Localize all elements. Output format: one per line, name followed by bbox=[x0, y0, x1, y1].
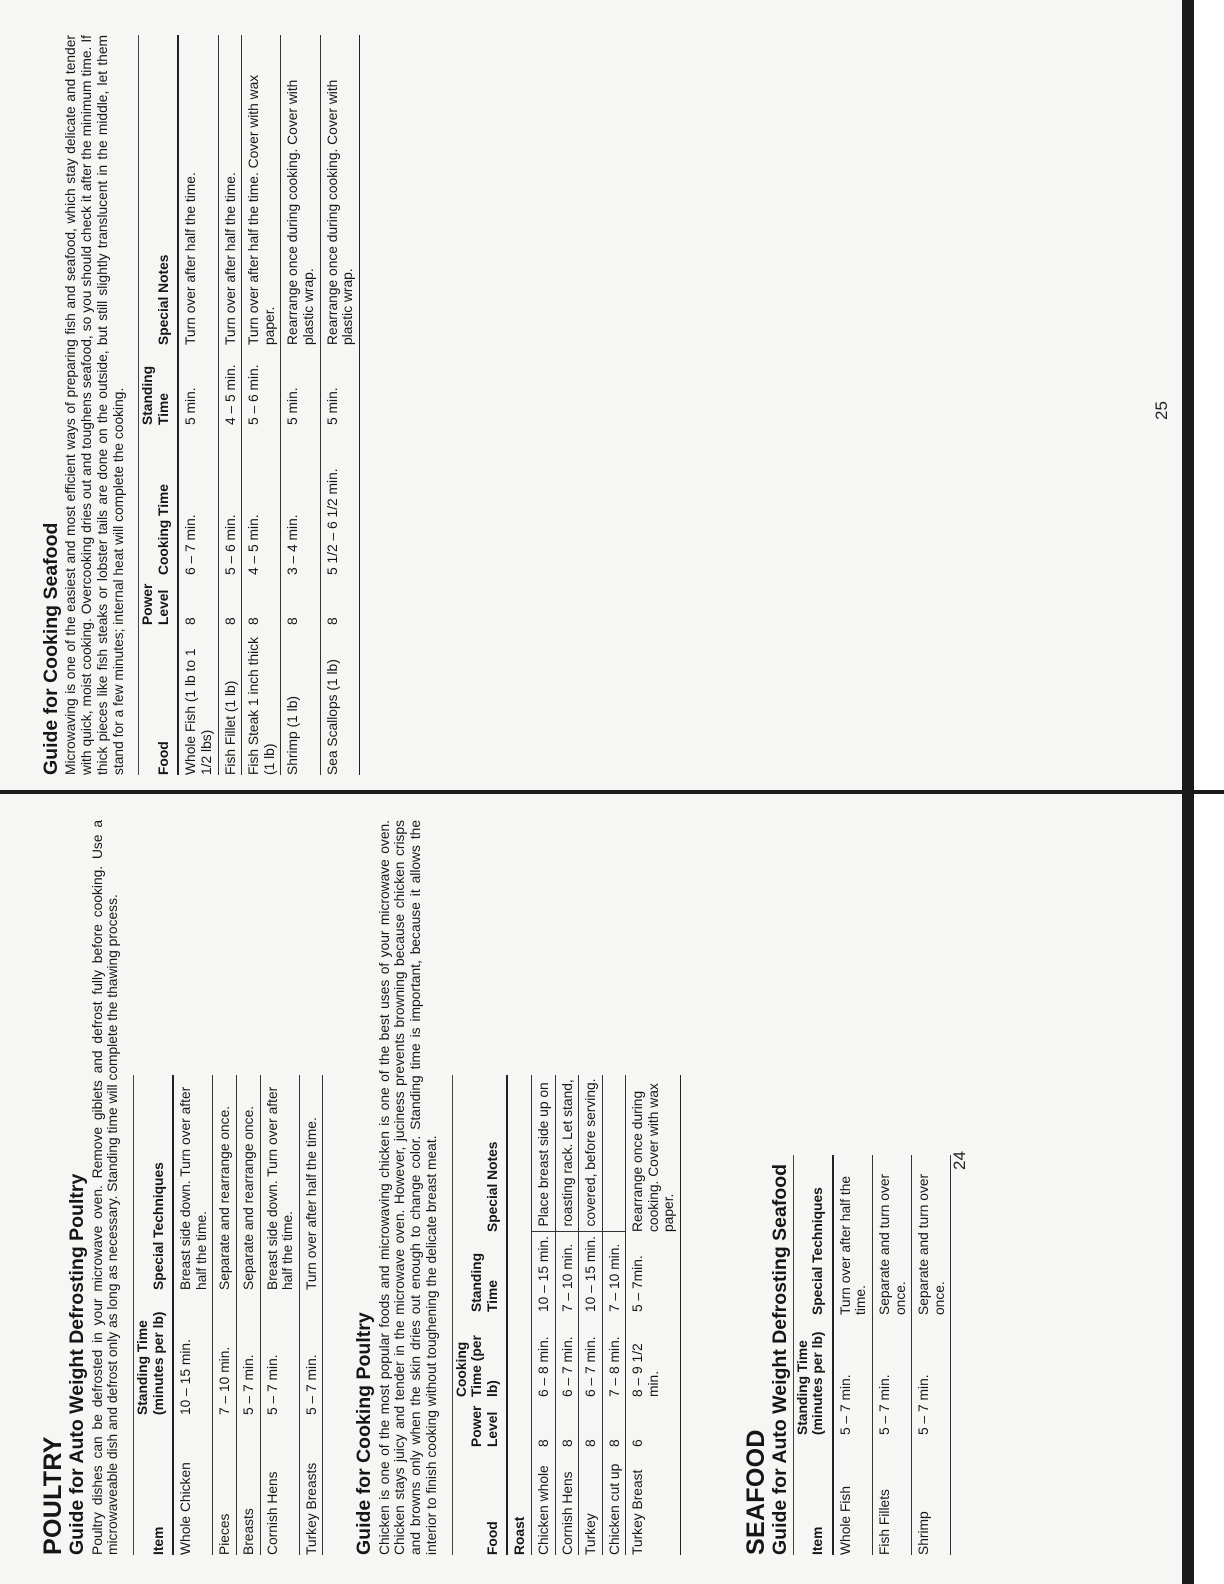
item-cell: Breasts bbox=[237, 1415, 261, 1555]
seafood-section-title: SEAFOOD bbox=[741, 1429, 770, 1555]
standing-time-cell: 4 – 5 min. bbox=[218, 345, 242, 425]
column-header: Cooking Time bbox=[139, 425, 179, 575]
column-header: Power Level bbox=[452, 1397, 507, 1447]
notes-cell: Turn over after half the time. bbox=[178, 35, 218, 345]
cook-seafood-title: Guide for Cooking Seafood bbox=[40, 522, 62, 775]
standing-time-cell: 10 – 15 min. bbox=[579, 1232, 603, 1312]
item-cell: Turkey Breasts bbox=[299, 1415, 323, 1555]
page-25 bbox=[40, 35, 530, 775]
table-row bbox=[237, 1075, 261, 1555]
cooking-time-cell: 4 – 5 min. bbox=[242, 425, 281, 575]
food-cell: Shrimp (1 lb) bbox=[281, 625, 320, 775]
column-header: Standing Time (minutes per lb) bbox=[793, 1315, 833, 1435]
table-subheader-row bbox=[507, 1075, 531, 1555]
notes-cell: roasting rack. Let stand, bbox=[555, 1075, 579, 1232]
food-cell: Chicken cut up bbox=[602, 1447, 626, 1555]
cooking-time-cell: 6 – 8 min. bbox=[531, 1312, 555, 1397]
column-header: Standing Time (minutes per lb) bbox=[134, 1290, 174, 1415]
power-level-cell: 8 bbox=[579, 1397, 603, 1447]
cooking-time-cell: 7 – 8 min. bbox=[602, 1312, 626, 1397]
notes-cell: Rearrange once during cooking. Cover with wax paper. bbox=[626, 1075, 681, 1232]
item-cell: Pieces bbox=[213, 1415, 237, 1555]
power-level-cell: 8 bbox=[531, 1397, 555, 1447]
column-header: Power Level bbox=[139, 575, 179, 625]
table-row bbox=[299, 1075, 323, 1555]
column-header: Special Notes bbox=[139, 35, 179, 345]
food-cell: Sea Scallops (1 lb) bbox=[320, 625, 359, 775]
cooking-time-cell: 6 – 7 min. bbox=[178, 425, 218, 575]
technique-cell: Turn over after half the time. bbox=[833, 1155, 873, 1315]
standing-time-cell: 5 min. bbox=[178, 345, 218, 425]
standing-time-cell: 5 – 7 min. bbox=[299, 1290, 323, 1415]
standing-time-cell: 5 min. bbox=[320, 345, 359, 425]
technique-cell: Separate and rearrange once. bbox=[237, 1075, 261, 1290]
standing-time-cell: 5 min. bbox=[281, 345, 320, 425]
defrost-poultry-table bbox=[133, 1075, 323, 1555]
column-header: Food bbox=[139, 625, 179, 775]
food-cell: Cornish Hens bbox=[555, 1447, 579, 1555]
standing-time-cell: 10 – 15 min. bbox=[173, 1290, 213, 1415]
standing-time-cell: 7 – 10 min. bbox=[213, 1290, 237, 1415]
table-row bbox=[178, 35, 218, 775]
cook-seafood-intro: Microwaving is one of the easiest and most efficient ways of preparing fish and seafood, which stay delicate and tender with quick, moist cooking. Overcooking dries out and toughens seafood, so you should check it after the minimum time. If thick pieces like fish steaks or lobster tails are done on the outside, but still slightly translucent in the middle, let them stand for a few minutes; internal heat will complete the cooking. bbox=[63, 35, 126, 775]
column-header: Cooking Time (per lb) bbox=[452, 1312, 507, 1397]
standing-time-cell: 5 – 7 min. bbox=[833, 1315, 873, 1435]
cooking-time-cell: 5 1/2 – 6 1/2 min. bbox=[320, 425, 359, 575]
column-header: Special Techniques bbox=[793, 1155, 833, 1315]
technique-cell: Separate and turn over once. bbox=[872, 1155, 911, 1315]
item-cell: Whole Chicken bbox=[173, 1415, 213, 1555]
standing-time-cell: 5 – 7 min. bbox=[912, 1315, 951, 1435]
standing-time-cell: 7 – 10 min. bbox=[602, 1232, 626, 1312]
cook-poultry-table bbox=[452, 1075, 681, 1555]
cook-poultry-title: Guide for Cooking Poultry bbox=[353, 1312, 376, 1555]
page-24 bbox=[39, 820, 947, 1555]
cooking-time-cell: 6 – 7 min. bbox=[579, 1312, 603, 1397]
food-cell: Fish Steak 1 inch thick (1 lb) bbox=[242, 625, 281, 775]
defrost-poultry-title: Guide for Auto Weight Defrosting Poultry bbox=[66, 1173, 89, 1555]
page-number-25: 25 bbox=[1152, 401, 1171, 420]
power-level-cell: 8 bbox=[320, 575, 359, 625]
table-row bbox=[218, 35, 242, 775]
notes-cell: Rearrange once during cooking. Cover with plastic wrap. bbox=[281, 35, 320, 345]
food-cell: Fish Fillet (1 lb) bbox=[218, 625, 242, 775]
column-header: Special Notes bbox=[452, 1075, 507, 1232]
table-row bbox=[213, 1075, 237, 1555]
power-level-cell: 8 bbox=[178, 575, 218, 625]
page-number-24: 24 bbox=[950, 1151, 969, 1170]
power-level-cell: 8 bbox=[281, 575, 320, 625]
column-header: Food bbox=[452, 1447, 507, 1555]
table-row bbox=[912, 1155, 951, 1555]
table-row bbox=[531, 1075, 555, 1555]
food-cell: Turkey bbox=[579, 1447, 603, 1555]
notes-cell: Turn over after half the time. bbox=[218, 35, 242, 345]
standing-time-cell: 7 – 10 min. bbox=[555, 1232, 579, 1312]
column-header: Special Techniques bbox=[134, 1075, 174, 1290]
technique-cell: Breast side down. Turn over after half the time. bbox=[173, 1075, 213, 1290]
power-level-cell: 8 bbox=[555, 1397, 579, 1447]
table-row bbox=[626, 1075, 681, 1555]
defrost-seafood-title: Guide for Auto Weight Defrosting Seafood bbox=[769, 1163, 792, 1555]
standing-time-cell: 5 – 6 min. bbox=[242, 345, 281, 425]
column-header: Item bbox=[134, 1415, 174, 1555]
item-cell: Whole Fish bbox=[833, 1435, 873, 1555]
table-row bbox=[320, 35, 359, 775]
power-level-cell: 6 bbox=[626, 1397, 681, 1447]
table-row bbox=[833, 1155, 873, 1555]
table-row bbox=[242, 35, 281, 775]
book-spine bbox=[0, 790, 1224, 794]
notes-cell: Rearrange once during cooking. Cover with plastic wrap. bbox=[320, 35, 359, 345]
notes-cell: Turn over after half the time. Cover with wax paper. bbox=[242, 35, 281, 345]
cooking-time-cell: 5 – 6 min. bbox=[218, 425, 242, 575]
standing-time-cell: 10 – 15 min. bbox=[531, 1232, 555, 1312]
cook-poultry-intro: Chicken is one of the most popular foods and microwaving chicken is one of the best uses of your microwave oven. Chicken stays juicy and tender in the microwave oven. However, juciness prevents browning because chicken crisps and browns only when the skin dries out enough to change color. Standing time is important, because it allows the interior to finish cooking without toughening the delicate breast meat. bbox=[376, 820, 439, 1555]
item-cell: Shrimp bbox=[912, 1435, 951, 1555]
power-level-cell: 8 bbox=[602, 1397, 626, 1447]
column-header: Standing Time bbox=[139, 345, 179, 425]
defrost-seafood-table bbox=[793, 1155, 952, 1555]
poultry-section-title: POULTRY bbox=[39, 1436, 67, 1555]
notes-cell bbox=[602, 1075, 626, 1232]
roast-subheader: Roast bbox=[507, 1075, 531, 1555]
technique-cell: Turn over after half the time. bbox=[299, 1075, 323, 1290]
table-row bbox=[555, 1075, 579, 1555]
technique-cell: Separate and turn over once. bbox=[912, 1155, 951, 1315]
cooking-time-cell: 6 – 7 min. bbox=[555, 1312, 579, 1397]
power-level-cell: 8 bbox=[218, 575, 242, 625]
table-row bbox=[281, 35, 320, 775]
standing-time-cell: 5 – 7min. bbox=[626, 1232, 681, 1312]
cook-seafood-table bbox=[138, 35, 359, 775]
standing-time-cell: 5 – 7 min. bbox=[237, 1290, 261, 1415]
notes-cell: Place breast side up on bbox=[531, 1075, 555, 1232]
notes-cell: covered, before serving. bbox=[579, 1075, 603, 1232]
food-cell: Chicken whole bbox=[531, 1447, 555, 1555]
standing-time-cell: 5 – 7 min. bbox=[872, 1315, 911, 1435]
food-cell: Turkey Breast bbox=[626, 1447, 681, 1555]
power-level-cell: 8 bbox=[242, 575, 281, 625]
technique-cell: Breast side down. Turn over after half the time. bbox=[260, 1075, 299, 1290]
cooking-time-cell: 8 – 9 1/2 min. bbox=[626, 1312, 681, 1397]
table-row bbox=[260, 1075, 299, 1555]
column-header: Standing Time bbox=[452, 1232, 507, 1312]
cooking-time-cell: 3 – 4 min. bbox=[281, 425, 320, 575]
table-row bbox=[579, 1075, 603, 1555]
table-row bbox=[872, 1155, 911, 1555]
food-cell: Whole Fish (1 lb to 1 1/2 lbs) bbox=[178, 625, 218, 775]
table-row bbox=[173, 1075, 213, 1555]
item-cell: Cornish Hens bbox=[260, 1415, 299, 1555]
technique-cell: Separate and rearrange once. bbox=[213, 1075, 237, 1290]
column-header: Item bbox=[793, 1435, 833, 1555]
defrost-poultry-intro: Poultry dishes can be defrosted in your microwave oven. Remove giblets and defrost fully before cooking. Use a microwaveable dish and defrost only as long as necessary. Standing time will complete the thawing process. bbox=[89, 820, 121, 1555]
item-cell: Fish Fillets bbox=[872, 1435, 911, 1555]
standing-time-cell: 5 – 7 min. bbox=[260, 1290, 299, 1415]
table-row bbox=[602, 1075, 626, 1555]
